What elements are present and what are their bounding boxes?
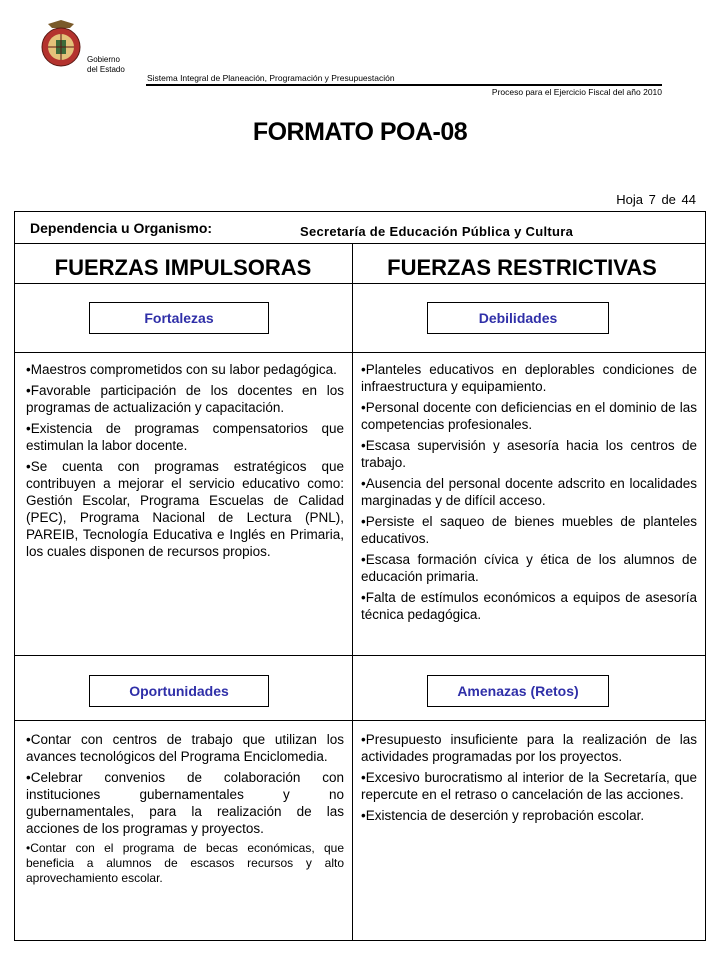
- list-item: •Persiste el saqueo de bienes muebles de planteles educativos.: [361, 514, 697, 546]
- divider: [14, 243, 706, 244]
- oportunidades-box: Oportunidades: [89, 675, 269, 707]
- page-title: FORMATO POA-08: [252, 118, 468, 146]
- list-item: •Existencia de deserción y reprobación escolar.: [361, 808, 645, 823]
- sheet-of: de: [661, 192, 676, 207]
- sheet-number: [616, 192, 696, 207]
- list-item: •Se cuenta con programas estratégicos que contribuyen a mejorar el servicio educativo como: Gestión Escolar, Programa Escuelas de Calidad (PEC), Programa Nacional de Lectura (PNL), PAREIB, Tecnología Educativa e Inglés en Primaria, los cuales disponen de recursos propios.: [26, 459, 344, 559]
- gobierno-label-line2: del Estado: [87, 65, 125, 74]
- list-item: •Ausencia del personal docente adscrito en localidades marginadas y de difícil acceso.: [361, 476, 697, 508]
- fuerzas-restrictivas-heading: FUERZAS RESTRICTIVAS: [387, 255, 657, 280]
- amenazas-list: [361, 731, 697, 828]
- fuerzas-impulsoras-heading: FUERZAS IMPULSORAS: [54, 255, 312, 280]
- list-item: •Excesivo burocratismo al interior de la Secretaría, que repercute en el retraso o cancelación de las acciones.: [361, 770, 697, 802]
- fortalezas-list: [26, 361, 344, 564]
- header-rule: [146, 84, 662, 86]
- divider: [14, 655, 706, 656]
- list-item: •Contar con centros de trabajo que utilizan los avances tecnológicos del Programa Enciclomedia.: [26, 732, 344, 764]
- dependencia-value: Secretaría de Educación Pública y Cultura: [300, 224, 574, 239]
- process-year: Proceso para el Ejercicio Fiscal del año 2010: [491, 87, 662, 97]
- list-item: •Personal docente con deficiencias en el dominio de las competencias profesionales.: [361, 400, 697, 432]
- list-item: •Escasa formación cívica y ética de los alumnos de educación primaria.: [361, 552, 697, 584]
- debilidades-box: Debilidades: [427, 302, 609, 334]
- debilidades-list: [361, 361, 697, 627]
- divider: [14, 720, 706, 721]
- sheet-total: 44: [681, 192, 696, 207]
- list-item: •Existencia de programas compensatorios que estimulan la labor docente.: [26, 421, 344, 453]
- list-item: •Maestros comprometidos con su labor pedagógica.: [26, 362, 337, 377]
- gobierno-label-line1: Gobierno: [87, 55, 120, 64]
- sheet-label: Hoja: [616, 192, 643, 207]
- divider: [14, 352, 706, 353]
- divider: [14, 283, 706, 284]
- system-name: Sistema Integral de Planeación, Programación y Presupuestación: [147, 73, 395, 83]
- column-divider: [352, 243, 353, 941]
- list-item: •Planteles educativos en deplorables condiciones de infraestructura y equipamiento.: [361, 362, 697, 394]
- sheet-current: 7: [648, 192, 656, 207]
- list-item: •Falta de estímulos económicos a equipos de asesoría técnica pedagógica.: [361, 590, 697, 622]
- dependencia-label: Dependencia u Organismo:: [30, 220, 213, 236]
- list-item: •Escasa supervisión y asesoría hacia los centros de trabajo.: [361, 438, 697, 470]
- list-item: •Presupuesto insuficiente para la realización de las actividades programadas por los proyectos.: [361, 732, 697, 764]
- amenazas-box: Amenazas (Retos): [427, 675, 609, 707]
- state-seal-logo: [36, 18, 86, 68]
- list-item: •Favorable participación de los docentes en los programas de actualización y capacitación.: [26, 383, 344, 415]
- fortalezas-box: Fortalezas: [89, 302, 269, 334]
- oportunidades-list: [26, 731, 344, 890]
- list-item: •Contar con el programa de becas económicas, que beneficia a alumnos de escasos recursos y alto aprovechamiento escolar.: [26, 841, 344, 885]
- list-item: •Celebrar convenios de colaboración con instituciones gubernamentales y no gubernamentales, para la realización de las acciones de los programas y proyectos.: [26, 770, 344, 836]
